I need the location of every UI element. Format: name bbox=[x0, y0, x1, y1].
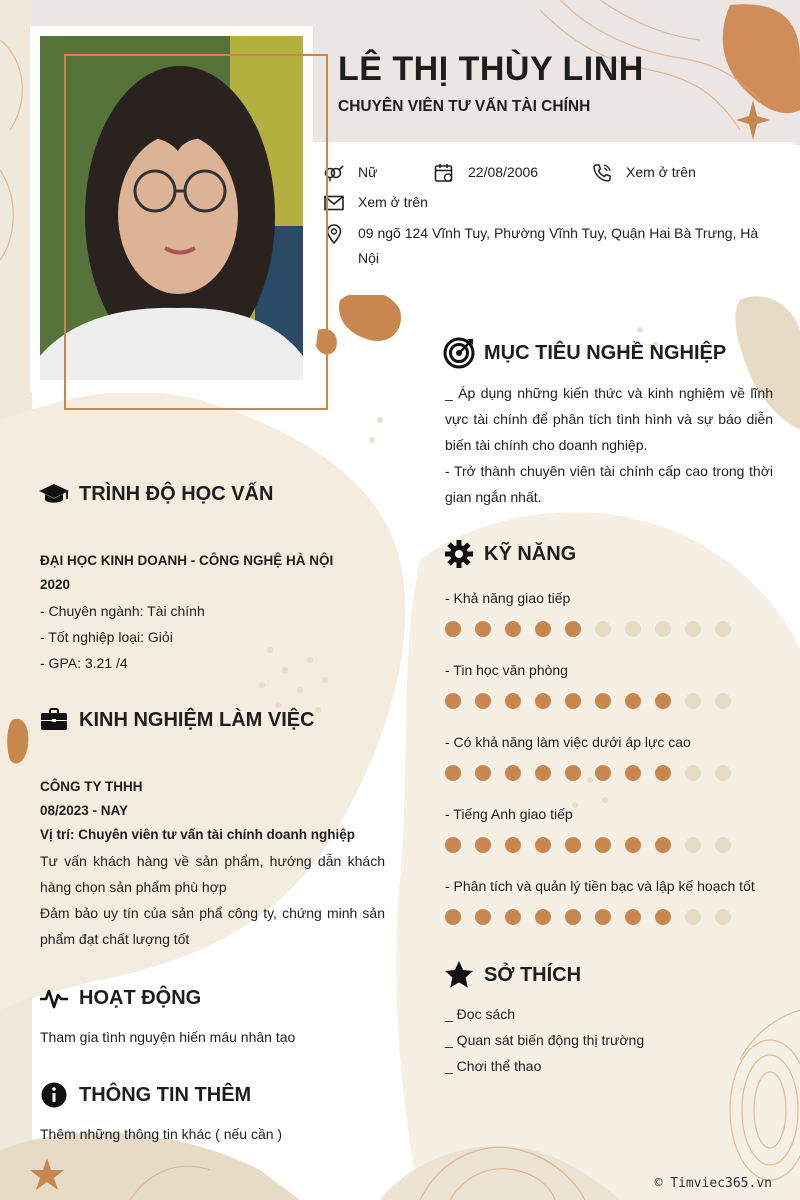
skill-rating bbox=[445, 765, 745, 781]
address-line-2: Nội bbox=[358, 250, 380, 266]
rating-dot-filled bbox=[655, 765, 671, 781]
target-icon bbox=[443, 337, 475, 369]
rating-dot-filled bbox=[475, 837, 491, 853]
rating-dot-filled bbox=[505, 837, 521, 853]
rating-dot-filled bbox=[475, 621, 491, 637]
rating-dot-empty bbox=[685, 837, 701, 853]
education-gpa: - GPA: 3.21 /4 bbox=[40, 655, 128, 671]
gear-icon bbox=[443, 538, 475, 570]
rating-dot-filled bbox=[535, 693, 551, 709]
rating-dot-filled bbox=[505, 693, 521, 709]
rating-dot-filled bbox=[565, 693, 581, 709]
company-name: CÔNG TY THHH bbox=[40, 779, 143, 794]
rating-dot-filled bbox=[445, 621, 461, 637]
rating-dot-filled bbox=[595, 765, 611, 781]
experience-title: KINH NGHIỆM LÀM VIỆC bbox=[79, 708, 315, 731]
briefcase-icon bbox=[38, 704, 70, 736]
skill-label: - Có khả năng làm việc dưới áp lực cao bbox=[445, 734, 691, 750]
education-title: TRÌNH ĐỘ HỌC VẤN bbox=[79, 482, 274, 505]
birthday-value: 22/08/2006 bbox=[468, 164, 539, 180]
contact-box bbox=[294, 142, 794, 295]
rating-dot-filled bbox=[625, 765, 641, 781]
objective-paragraph-1: _ Áp dụng những kiến thức và kinh nghiệm về lĩnh vực tài chính để phân tích tình hình và sự báo diễn biến tài chính cho doanh nghiệp. bbox=[445, 385, 773, 453]
rating-dot-filled bbox=[505, 621, 521, 637]
contact-address bbox=[322, 221, 762, 271]
hobby-item: _ Quan sát biến động thị trường bbox=[445, 1032, 645, 1048]
education-content bbox=[40, 548, 385, 676]
rating-dot-filled bbox=[565, 909, 581, 925]
work-description-1: Tư vấn khách hàng về sản phẩm, hướng dẫn khách hàng chọn sản phẩm phù hợp bbox=[40, 853, 385, 895]
photo-outline bbox=[64, 54, 328, 410]
rating-dot-filled bbox=[445, 693, 461, 709]
pulse-icon bbox=[38, 982, 70, 1014]
rating-dot-filled bbox=[655, 909, 671, 925]
rating-dot-filled bbox=[655, 693, 671, 709]
activities-heading bbox=[38, 982, 201, 1014]
education-rank: - Tốt nghiệp loại: Giỏi bbox=[40, 629, 173, 645]
hobby-item: _ Chơi thể thao bbox=[445, 1058, 542, 1074]
info-icon bbox=[38, 1079, 70, 1111]
skill-rating bbox=[445, 693, 745, 709]
hobbies-heading bbox=[443, 959, 581, 991]
rating-dot-filled bbox=[535, 837, 551, 853]
rating-dot-filled bbox=[565, 837, 581, 853]
rating-dot-empty bbox=[715, 837, 731, 853]
rating-dot-filled bbox=[595, 693, 611, 709]
rating-dot-empty bbox=[715, 621, 731, 637]
candidate-name: LÊ THỊ THÙY LINH bbox=[338, 50, 644, 88]
rating-dot-filled bbox=[475, 693, 491, 709]
activities-title: HOẠT ĐỘNG bbox=[79, 986, 202, 1009]
skill-label: - Tiếng Anh giao tiếp bbox=[445, 806, 573, 822]
star-icon bbox=[443, 959, 475, 991]
job-title: CHUYÊN VIÊN TƯ VẤN TÀI CHÍNH bbox=[338, 98, 591, 115]
skill-label: - Phân tích và quản lý tiền bạc và lập kế hoạch tốt bbox=[445, 878, 755, 894]
education-year: 2020 bbox=[40, 577, 71, 592]
rating-dot-filled bbox=[595, 837, 611, 853]
rating-dot-filled bbox=[655, 837, 671, 853]
rating-dot-filled bbox=[625, 693, 641, 709]
skill-rating bbox=[445, 621, 745, 637]
skill-rating bbox=[445, 837, 745, 853]
additional-text: Thêm những thông tin khác ( nếu cần ) bbox=[40, 1126, 283, 1142]
calendar-icon bbox=[432, 160, 456, 185]
rating-dot-filled bbox=[505, 909, 521, 925]
skill-rating bbox=[445, 909, 745, 925]
contact-email bbox=[322, 190, 428, 215]
objective-paragraph-2: - Trở thành chuyên viên tài chính cấp cao trong thời gian ngắn nhất. bbox=[445, 463, 773, 505]
hobby-item: _ Đọc sách bbox=[445, 1006, 516, 1022]
rating-dot-empty bbox=[685, 621, 701, 637]
rating-dot-filled bbox=[475, 909, 491, 925]
rating-dot-filled bbox=[505, 765, 521, 781]
rating-dot-empty bbox=[715, 909, 731, 925]
rating-dot-filled bbox=[535, 621, 551, 637]
work-description-2: Đảm bảo uy tín của sản phẩ công ty, chứng minh sản phẩm đạt chất lượng tốt bbox=[40, 905, 385, 947]
footer-copyright: © Timviec365.vn bbox=[654, 1176, 772, 1191]
rating-dot-filled bbox=[445, 837, 461, 853]
objective-content bbox=[445, 380, 773, 510]
skills-title: KỸ NĂNG bbox=[484, 542, 577, 565]
skill-label: - Khả năng giao tiếp bbox=[445, 590, 571, 606]
additional-heading bbox=[38, 1079, 251, 1111]
graduation-cap-icon bbox=[38, 478, 70, 510]
rating-dot-filled bbox=[565, 765, 581, 781]
skill-label: - Tin học văn phòng bbox=[445, 662, 568, 678]
hobbies-list bbox=[445, 1001, 773, 1079]
hobbies-title: SỞ THÍCH bbox=[484, 963, 582, 986]
rating-dot-filled bbox=[475, 765, 491, 781]
rating-dot-filled bbox=[625, 837, 641, 853]
rating-dot-empty bbox=[685, 909, 701, 925]
contact-birthday bbox=[432, 160, 538, 185]
rating-dot-empty bbox=[625, 621, 641, 637]
work-position: Vị trí: Chuyên viên tư vấn tài chính doanh nghiệp bbox=[40, 827, 356, 842]
phone-icon bbox=[590, 160, 614, 185]
rating-dot-filled bbox=[595, 909, 611, 925]
rating-dot-filled bbox=[535, 765, 551, 781]
rating-dot-filled bbox=[445, 909, 461, 925]
additional-title: THÔNG TIN THÊM bbox=[79, 1083, 252, 1106]
rating-dot-empty bbox=[655, 621, 671, 637]
phone-value: Xem ở trên bbox=[626, 164, 696, 180]
rating-dot-filled bbox=[535, 909, 551, 925]
school-name: ĐẠI HỌC KINH DOANH - CÔNG NGHỆ HÀ NỘI bbox=[40, 553, 334, 568]
rating-dot-filled bbox=[565, 621, 581, 637]
address-line-1: 09 ngõ 124 Vĩnh Tuy, Phường Vĩnh Tuy, Quận Hai Bà Trưng, Hà bbox=[358, 225, 759, 241]
activities-text: Tham gia tình nguyện hiến máu nhân tạo bbox=[40, 1029, 296, 1045]
work-period: 08/2023 - NAY bbox=[40, 803, 129, 818]
education-major: - Chuyên ngành: Tài chính bbox=[40, 603, 205, 619]
rating-dot-empty bbox=[715, 693, 731, 709]
education-heading bbox=[38, 478, 273, 510]
rating-dot-empty bbox=[685, 693, 701, 709]
experience-content bbox=[40, 774, 385, 952]
rating-dot-empty bbox=[595, 621, 611, 637]
contact-phone bbox=[590, 160, 696, 185]
skills-heading bbox=[443, 538, 576, 570]
email-value: Xem ở trên bbox=[358, 194, 428, 210]
rating-dot-empty bbox=[715, 765, 731, 781]
objective-heading bbox=[443, 337, 726, 369]
gender-value: Nữ bbox=[358, 164, 378, 180]
rating-dot-filled bbox=[625, 909, 641, 925]
rating-dot-empty bbox=[685, 765, 701, 781]
rating-dot-filled bbox=[445, 765, 461, 781]
contact-gender bbox=[322, 160, 377, 185]
experience-heading bbox=[38, 704, 315, 736]
objective-title: MỤC TIÊU NGHỀ NGHIỆP bbox=[484, 341, 727, 364]
